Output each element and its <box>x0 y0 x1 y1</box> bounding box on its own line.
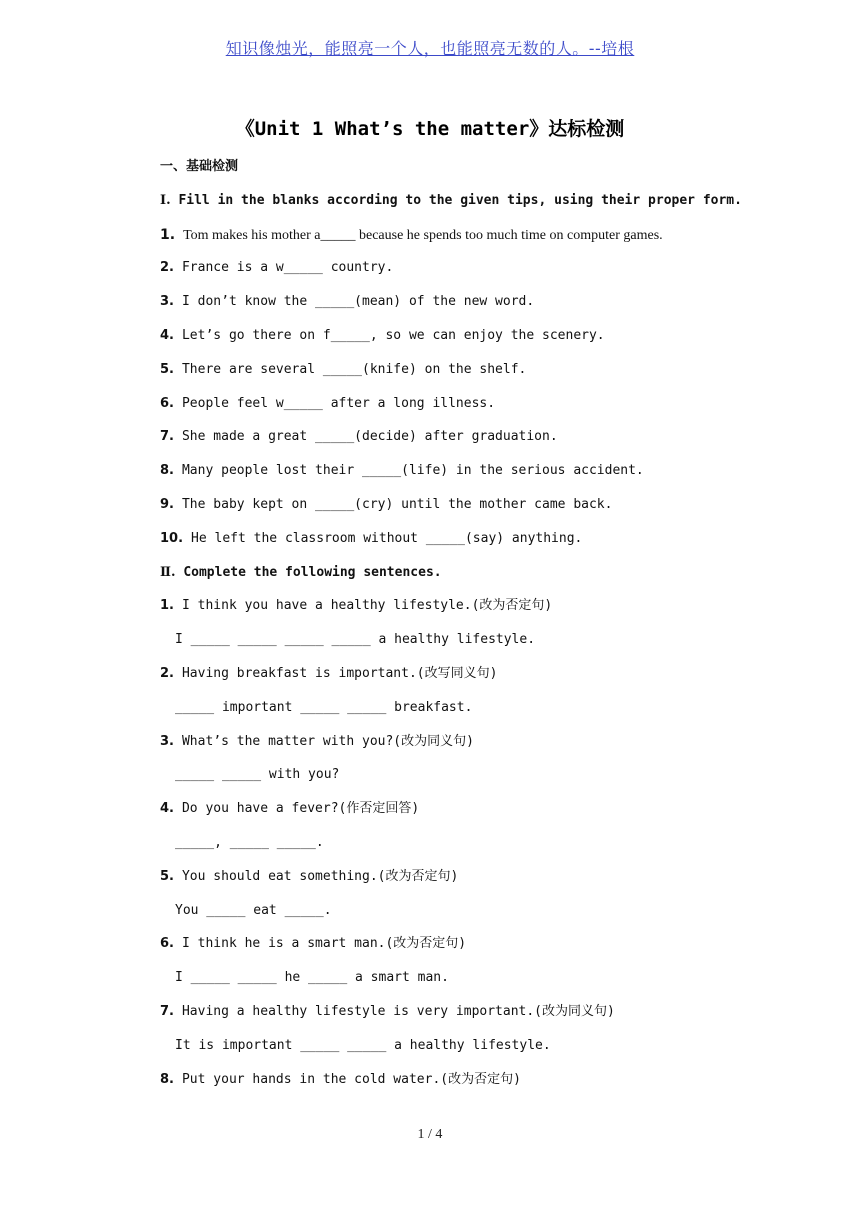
part2-instruction-text: Complete the following sentences. <box>183 564 442 580</box>
item-number: 4. <box>160 327 174 343</box>
part1-item <box>160 290 750 324</box>
part1-item <box>160 392 750 426</box>
item-number: 3. <box>160 733 174 749</box>
part2-item <box>160 797 750 831</box>
item-text: Having a healthy lifestyle is very important.(改为同义句) <box>181 1003 615 1019</box>
item-number: 6. <box>160 395 174 411</box>
part2-item <box>160 594 750 628</box>
part2-item <box>160 1068 750 1102</box>
part2-item <box>160 730 750 764</box>
item-number: 9. <box>160 496 174 512</box>
item-number: 8. <box>160 1071 174 1087</box>
item-text: He left the classroom without _____(say) anything. <box>191 530 583 546</box>
item-text: I don’t know the _____(mean) of the new word. <box>181 294 535 310</box>
item-number: 6. <box>160 936 174 952</box>
page-number: 1 / 4 <box>417 1127 443 1142</box>
document-title: 《Unit 1 What’s the matter》达标检测 <box>235 118 625 140</box>
document-body <box>160 155 750 1101</box>
item-text: Having breakfast is important.(改写同义句) <box>181 665 498 681</box>
part2-item <box>160 662 750 696</box>
item-text: Do you have a fever?(作否定回答) <box>181 801 420 817</box>
part1-instruction-text: Fill in the blanks according to the given tips, using their proper form. <box>178 192 742 208</box>
part2-item <box>160 865 750 899</box>
item-text: She made a great _____(decide) after graduation. <box>181 429 558 445</box>
item-number: 8. <box>160 463 174 479</box>
part1-instruction <box>160 189 750 223</box>
header-motto: 知识像烛光，能照亮一个人，也能照亮无数的人。--培根 <box>225 39 635 58</box>
part1-roman-numeral: Ⅰ. <box>160 192 171 208</box>
item-number: 4. <box>160 801 174 817</box>
item-text: People feel w_____ after a long illness. <box>181 395 496 411</box>
answer-line: You _____ eat _____. <box>175 902 332 918</box>
part2-roman-numeral: Ⅱ. <box>160 564 176 580</box>
part1-item <box>160 527 750 561</box>
part1-item <box>160 358 750 392</box>
part1-item <box>160 493 750 527</box>
item-text: I think he is a smart man.(改为否定句) <box>181 936 467 952</box>
item-text: Let’s go there on f_____, so we can enjoy the scenery. <box>181 327 605 343</box>
section-heading: 一、基础检测 <box>160 159 239 174</box>
part2-instruction <box>160 561 750 595</box>
part2-item <box>160 932 750 966</box>
item-text: What’s the matter with you?(改为同义句) <box>181 733 474 749</box>
item-number: 7. <box>160 429 174 445</box>
item-text: Tom makes his mother a_____ because he spends too much time on computer games. <box>183 227 663 243</box>
item-number: 10. <box>160 530 184 546</box>
item-number: 1. <box>160 598 174 614</box>
item-number: 3. <box>160 294 174 310</box>
item-text: Many people lost their _____(life) in the serious accident. <box>181 463 644 479</box>
item-number: 1. <box>160 226 176 243</box>
item-text: France is a w_____ country. <box>181 260 394 276</box>
item-number: 5. <box>160 868 174 884</box>
item-text: I think you have a healthy lifestyle.(改为否定句) <box>181 598 553 614</box>
item-text: The baby kept on _____(cry) until the mother came back. <box>181 496 613 512</box>
part1-item <box>160 223 750 257</box>
answer-line: It is important _____ _____ a healthy lifestyle. <box>175 1037 551 1053</box>
part1-item <box>160 324 750 358</box>
answer-line: _____, _____ _____. <box>175 834 324 850</box>
item-number: 2. <box>160 665 174 681</box>
item-text: You should eat something.(改为否定句) <box>181 868 459 884</box>
part1-item <box>160 459 750 493</box>
part1-item <box>160 425 750 459</box>
item-number: 2. <box>160 260 174 276</box>
answer-line: _____ important _____ _____ breakfast. <box>175 699 473 715</box>
item-text: Put your hands in the cold water.(改为否定句) <box>181 1071 521 1087</box>
answer-line: I _____ _____ _____ _____ a healthy lifestyle. <box>175 632 536 648</box>
item-number: 5. <box>160 361 174 377</box>
answer-line: I _____ _____ he _____ a smart man. <box>175 970 449 986</box>
part1-item <box>160 256 750 290</box>
item-number: 7. <box>160 1003 174 1019</box>
answer-line: _____ _____ with you? <box>175 767 340 783</box>
item-text: There are several _____(knife) on the shelf. <box>181 361 527 377</box>
part2-item <box>160 1000 750 1034</box>
